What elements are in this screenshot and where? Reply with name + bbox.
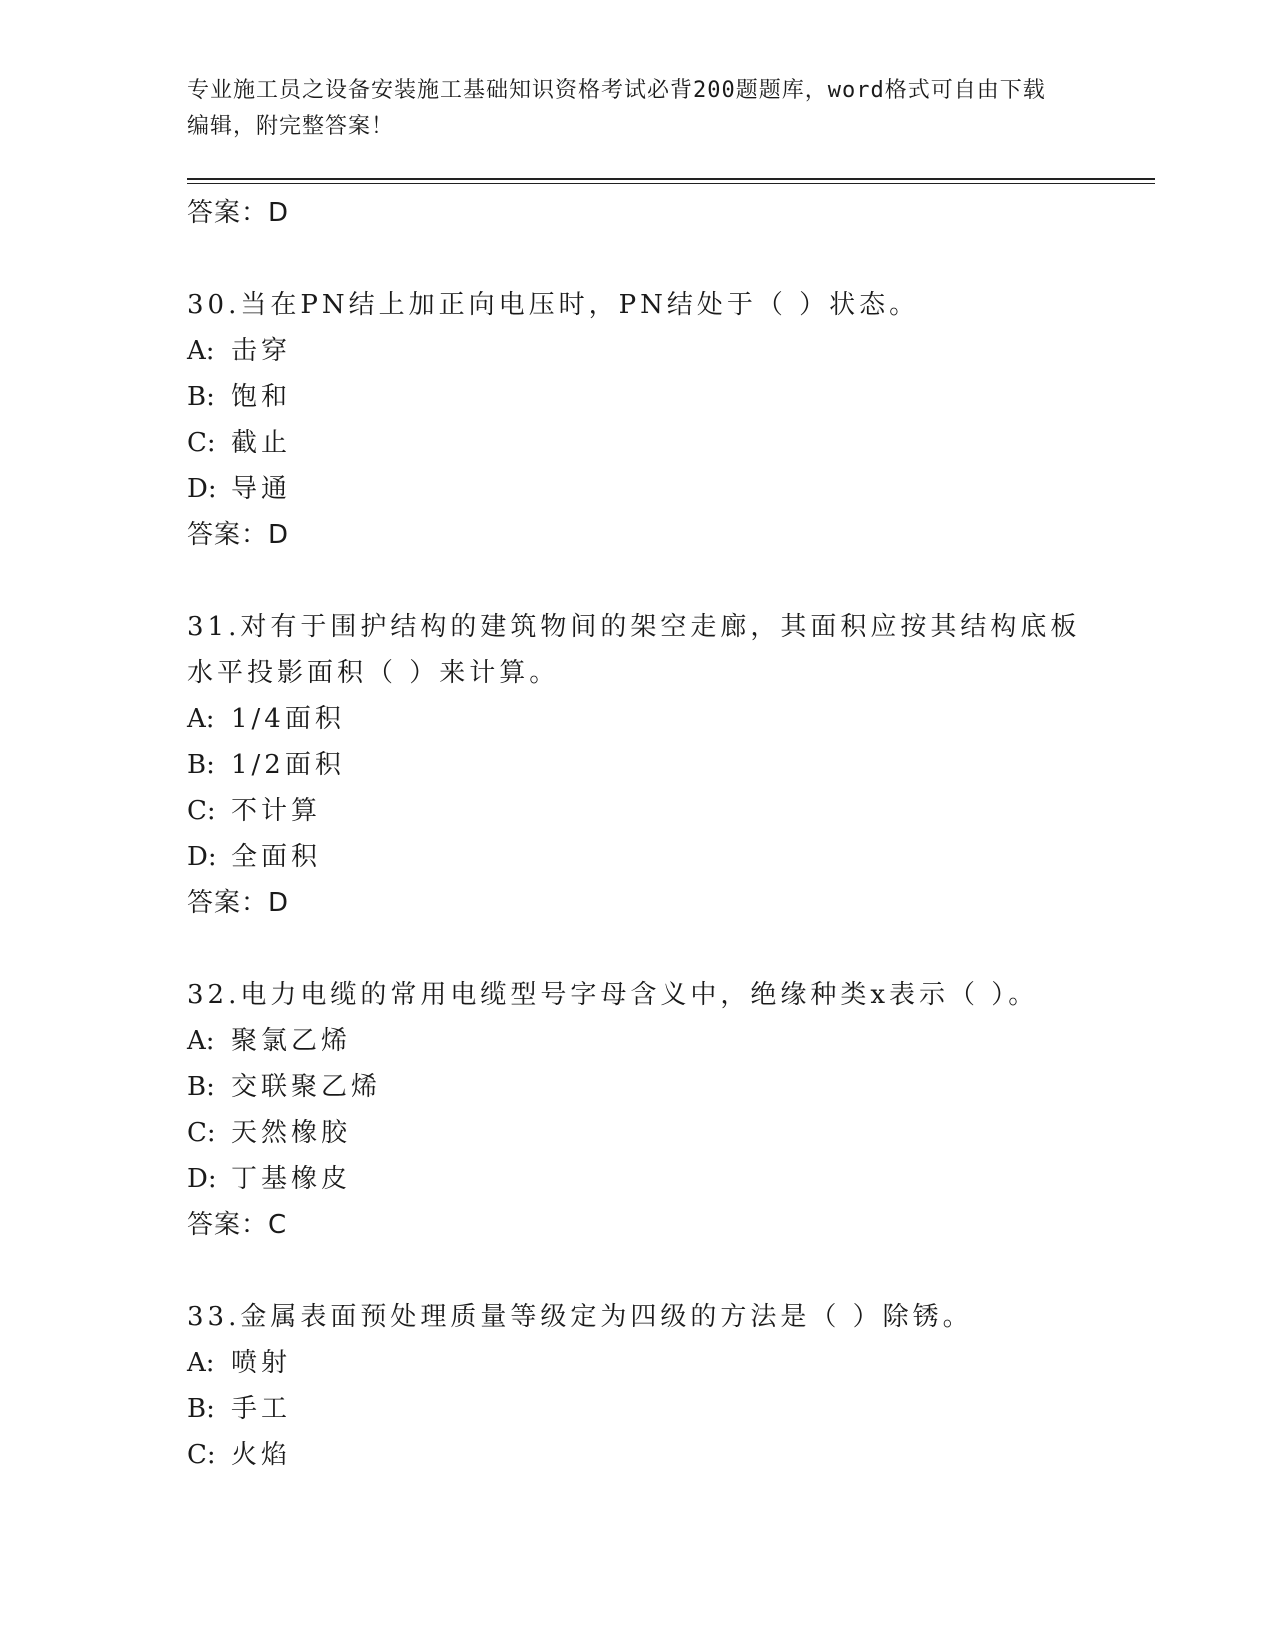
option-text: 不计算 bbox=[231, 796, 322, 826]
question-stem: 32.电力电缆的常用电缆型号字母含义中，绝缘种类x表示（ ）。 bbox=[187, 980, 1039, 1010]
option-item bbox=[187, 466, 1107, 512]
spacer bbox=[187, 926, 1107, 972]
option-item bbox=[187, 1386, 1107, 1432]
header-divider-thin bbox=[187, 183, 1155, 184]
option-item bbox=[187, 696, 1107, 742]
option-letter: A: bbox=[187, 336, 215, 366]
option-item bbox=[187, 420, 1107, 466]
option-letter: C: bbox=[187, 796, 216, 826]
option-letter: B: bbox=[187, 1072, 215, 1102]
answer-line: 答案：C bbox=[187, 1210, 288, 1240]
option-item bbox=[187, 1110, 1107, 1156]
option-text: 1/4面积 bbox=[231, 704, 345, 734]
spacer bbox=[187, 558, 1107, 604]
option-letter: B: bbox=[187, 382, 215, 412]
page-header: 专业施工员之设备安装施工基础知识资格考试必背200题题库，word格式可自由下载编辑，附完整答案！ bbox=[187, 78, 1046, 139]
question-stem: 30.当在PN结上加正向电压时，PN结处于（ ）状态。 bbox=[187, 290, 920, 320]
option-text: 喷射 bbox=[231, 1348, 292, 1378]
option-item bbox=[187, 742, 1107, 788]
option-item bbox=[187, 834, 1107, 880]
option-text: 全面积 bbox=[231, 842, 322, 872]
option-text: 聚氯乙烯 bbox=[231, 1026, 352, 1056]
option-item bbox=[187, 1340, 1107, 1386]
spacer bbox=[187, 1248, 1107, 1294]
option-item bbox=[187, 1156, 1107, 1202]
option-item bbox=[187, 1018, 1107, 1064]
option-letter: C: bbox=[187, 428, 216, 458]
option-letter: D: bbox=[187, 1164, 217, 1194]
option-item bbox=[187, 374, 1107, 420]
option-letter: B: bbox=[187, 750, 215, 780]
option-text: 导通 bbox=[231, 474, 292, 504]
question-stem: 33.金属表面预处理质量等级定为四级的方法是（ ）除锈。 bbox=[187, 1302, 973, 1332]
spacer bbox=[187, 236, 1107, 282]
answer-line: 答案：D bbox=[187, 888, 290, 918]
option-text: 1/2面积 bbox=[231, 750, 345, 780]
option-text: 丁基橡皮 bbox=[231, 1164, 352, 1194]
option-letter: C: bbox=[187, 1440, 216, 1470]
header-divider bbox=[187, 178, 1155, 180]
option-letter: D: bbox=[187, 474, 217, 504]
option-letter: C: bbox=[187, 1118, 216, 1148]
option-letter: A: bbox=[187, 1026, 215, 1056]
option-text: 截止 bbox=[231, 428, 292, 458]
answer-line: 答案：D bbox=[187, 520, 290, 550]
option-item bbox=[187, 1064, 1107, 1110]
option-letter: A: bbox=[187, 704, 215, 734]
option-text: 击穿 bbox=[231, 336, 292, 366]
option-letter: D: bbox=[187, 842, 217, 872]
option-letter: A: bbox=[187, 1348, 215, 1378]
option-text: 天然橡胶 bbox=[231, 1118, 352, 1148]
option-text: 饱和 bbox=[231, 382, 292, 412]
option-item bbox=[187, 328, 1107, 374]
option-item bbox=[187, 788, 1107, 834]
question-stem: 31.对有于围护结构的建筑物间的架空走廊，其面积应按其结构底板水平投影面积（ ）来计算。 bbox=[187, 612, 1081, 688]
question-list bbox=[187, 190, 1107, 1478]
answer-line: 答案：D bbox=[187, 198, 290, 228]
option-item bbox=[187, 1432, 1107, 1478]
option-text: 火焰 bbox=[231, 1440, 292, 1470]
option-letter: B: bbox=[187, 1394, 215, 1424]
option-text: 手工 bbox=[231, 1394, 292, 1424]
option-text: 交联聚乙烯 bbox=[231, 1072, 382, 1102]
